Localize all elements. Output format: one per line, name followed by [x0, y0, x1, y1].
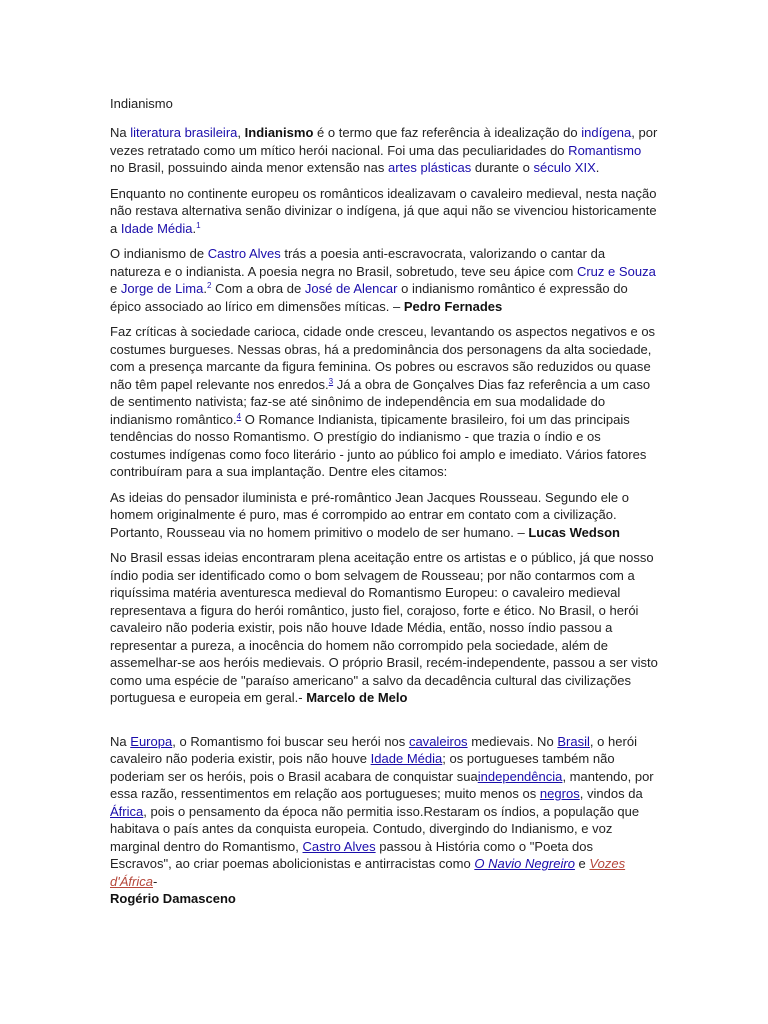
paragraph-europa [110, 733, 658, 908]
paragraph-intro [110, 124, 658, 177]
text: no Brasil, possuindo ainda menor extensão nas [110, 160, 388, 175]
link-cavaleiros[interactable]: cavaleiros [408, 733, 468, 749]
text: e [574, 856, 590, 871]
link-castro-alves-2[interactable]: Castro Alves [302, 838, 376, 854]
link-jose-de-alencar[interactable]: José de Alencar [304, 281, 398, 296]
link-negros[interactable]: negros [539, 786, 580, 801]
text: Enquanto no continente europeu os românticos idealizavam o cavaleiro medieval, nesta nação não restava alternativa senão divinizar o indígena, já que aqui não se vivenciou historicamente a [110, 185, 657, 236]
text: - [153, 873, 158, 889]
text: o indianismo romântico é expressão do épico associado ao lírico em dimensões míticas. – [110, 281, 628, 314]
text: passou à História como o "Poeta dos Escravos", ao criar poemas abolicionistas e antirracistas como [110, 838, 594, 871]
text: , [237, 125, 245, 140]
link-europa[interactable]: Europa [130, 733, 173, 749]
text: . [192, 220, 197, 236]
text: . [595, 160, 600, 175]
author-name: Pedro Fernades [403, 298, 503, 314]
link-jorge-de-lima[interactable]: Jorge de Lima [120, 281, 204, 296]
link-africa[interactable]: África [110, 803, 144, 819]
link-idade-media[interactable]: Idade Média [120, 220, 193, 236]
author-name: Rogério Damasceno [110, 891, 236, 906]
footnote-ref-4[interactable]: 4 [236, 411, 242, 421]
text: Já a obra de Gonçalves Dias faz referência a um caso de sentimento nativista; faz-se até sinônimo de independência em sua modalidade do indianismo romântico. [110, 376, 651, 427]
text: ; os portugueses também não poderiam ser os heróis, pois o Brasil acabara de conquistar sua [110, 751, 615, 784]
text: , mantendo, por essa razão, ressentimentos em relação aos portugueses; muito menos os [110, 768, 654, 801]
text: . [203, 281, 208, 296]
text: Na [110, 733, 131, 749]
text: , pois o pensamento da época não permitia isso.Restaram os índios, a população que habitava o país antes da conquista europeia. Contudo, divergindo do Indianismo, e voz marginal dentro do Romantismo, [110, 803, 640, 854]
link-seculo-xix[interactable]: século XIX [533, 160, 596, 175]
text: As ideias do pensador iluminista e pré-romântico Jean Jacques Rousseau. Segundo ele o homem originalmente é puro, mas é corrompido ao entrar em contato com a civilização. Portanto, Rousseau via no homem primitivo o modelo de ser humano. – [110, 489, 629, 540]
footnote-ref-1[interactable]: 1 [196, 220, 201, 230]
paragraph-rousseau [110, 489, 658, 542]
text: trás a poesia anti-escravocrata, valorizando o cantar da natureza e o indianista. A poesia negra no Brasil, sobretudo, teve seu ápice com [110, 246, 606, 279]
footnote-ref-2[interactable]: 2 [207, 281, 212, 290]
text: medievais. No [467, 733, 558, 749]
link-brasil[interactable]: Brasil [557, 733, 590, 749]
paragraph-sociedade-carioca [110, 323, 658, 481]
document-title: Indianismo [110, 96, 173, 111]
link-literatura-brasileira[interactable]: literatura brasileira [130, 125, 238, 140]
text: Faz críticas à sociedade carioca, cidade onde cresceu, levantando os aspectos negativos e os costumes burgueses. Nessas obras, há a predominância dos personagens da alta sociedade, com a presença marcante da figura feminina. Os pobres ou escravos são reduzidos ou quase não têm papel relevante nos enredos. [110, 324, 656, 392]
text: O indianismo de [110, 246, 208, 261]
paragraph-brasil-ideias [110, 549, 658, 707]
author-name: Marcelo de Melo [306, 690, 408, 705]
text: , por vezes retratado como um mítico herói nacional. Foi uma das peculiaridades do [110, 125, 658, 158]
link-idade-media-2[interactable]: Idade Média [370, 751, 443, 766]
text: e [110, 281, 121, 296]
link-vozes-dafrica[interactable]: Vozes d'África [110, 856, 626, 889]
text: é o termo que faz referência à idealização do [313, 125, 582, 140]
text: No Brasil essas ideias encontraram plena aceitação entre os artistas e o público, já que nosso índio podia ser identificado como o bom selvagem de Rousseau; por não contarmos com a riquíssima matéria aventuresca medieval do Romantismo Europeu: o cavaleiro medieval representava a figura do herói romântico, justo fiel, corajoso, forte e ético. No Brasil, o herói cavaleiro não poderia existir, pois não houve Idade Média, então, nosso índio passou a representar a pureza, a inocência do homem não corrompido pela sociedade, além de assemelhar-se aos heróis medievais. O próprio Brasil, recém-independente, passou a ser visto como uma espécie de "paraíso americano" a salvo da decadência cultural das civilizações portuguesa e europeia em geral.- [110, 550, 658, 705]
text: , vindos da [579, 786, 643, 801]
text: durante o [471, 160, 534, 175]
text: Com a obra de [211, 281, 305, 296]
footnote-ref-3[interactable]: 3 [328, 376, 334, 386]
text: , o herói cavaleiro não poderia existir, pois não houve [110, 733, 637, 766]
author-name: Lucas Wedson [528, 524, 620, 540]
link-independencia[interactable]: independência [477, 768, 563, 784]
text: O Romance Indianista, tipicamente brasileiro, foi um das principais tendências do nosso Romantismo. O prestígio do indianismo - que trazia o índio e os costumes indígenas como foco literário - junto ao público foi amplo e imediato. Vários fatores contribuíram para a sua implantação. Dentre eles citamos: [110, 411, 647, 479]
paragraph-castro-alves [110, 245, 658, 315]
link-indigena[interactable]: indígena [581, 125, 632, 140]
text: Na [110, 125, 131, 140]
link-o-navio-negreiro[interactable]: O Navio Negreiro [474, 856, 575, 871]
link-castro-alves[interactable]: Castro Alves [207, 246, 281, 261]
paragraph-idade-media [110, 185, 658, 238]
bold-term: Indianismo [244, 125, 314, 140]
text: , o Romantismo foi buscar seu herói nos [172, 733, 409, 749]
link-romantismo[interactable]: Romantismo [568, 142, 642, 158]
link-cruz-e-souza[interactable]: Cruz e Souza [576, 263, 656, 279]
link-artes-plasticas[interactable]: artes plásticas [387, 160, 472, 175]
